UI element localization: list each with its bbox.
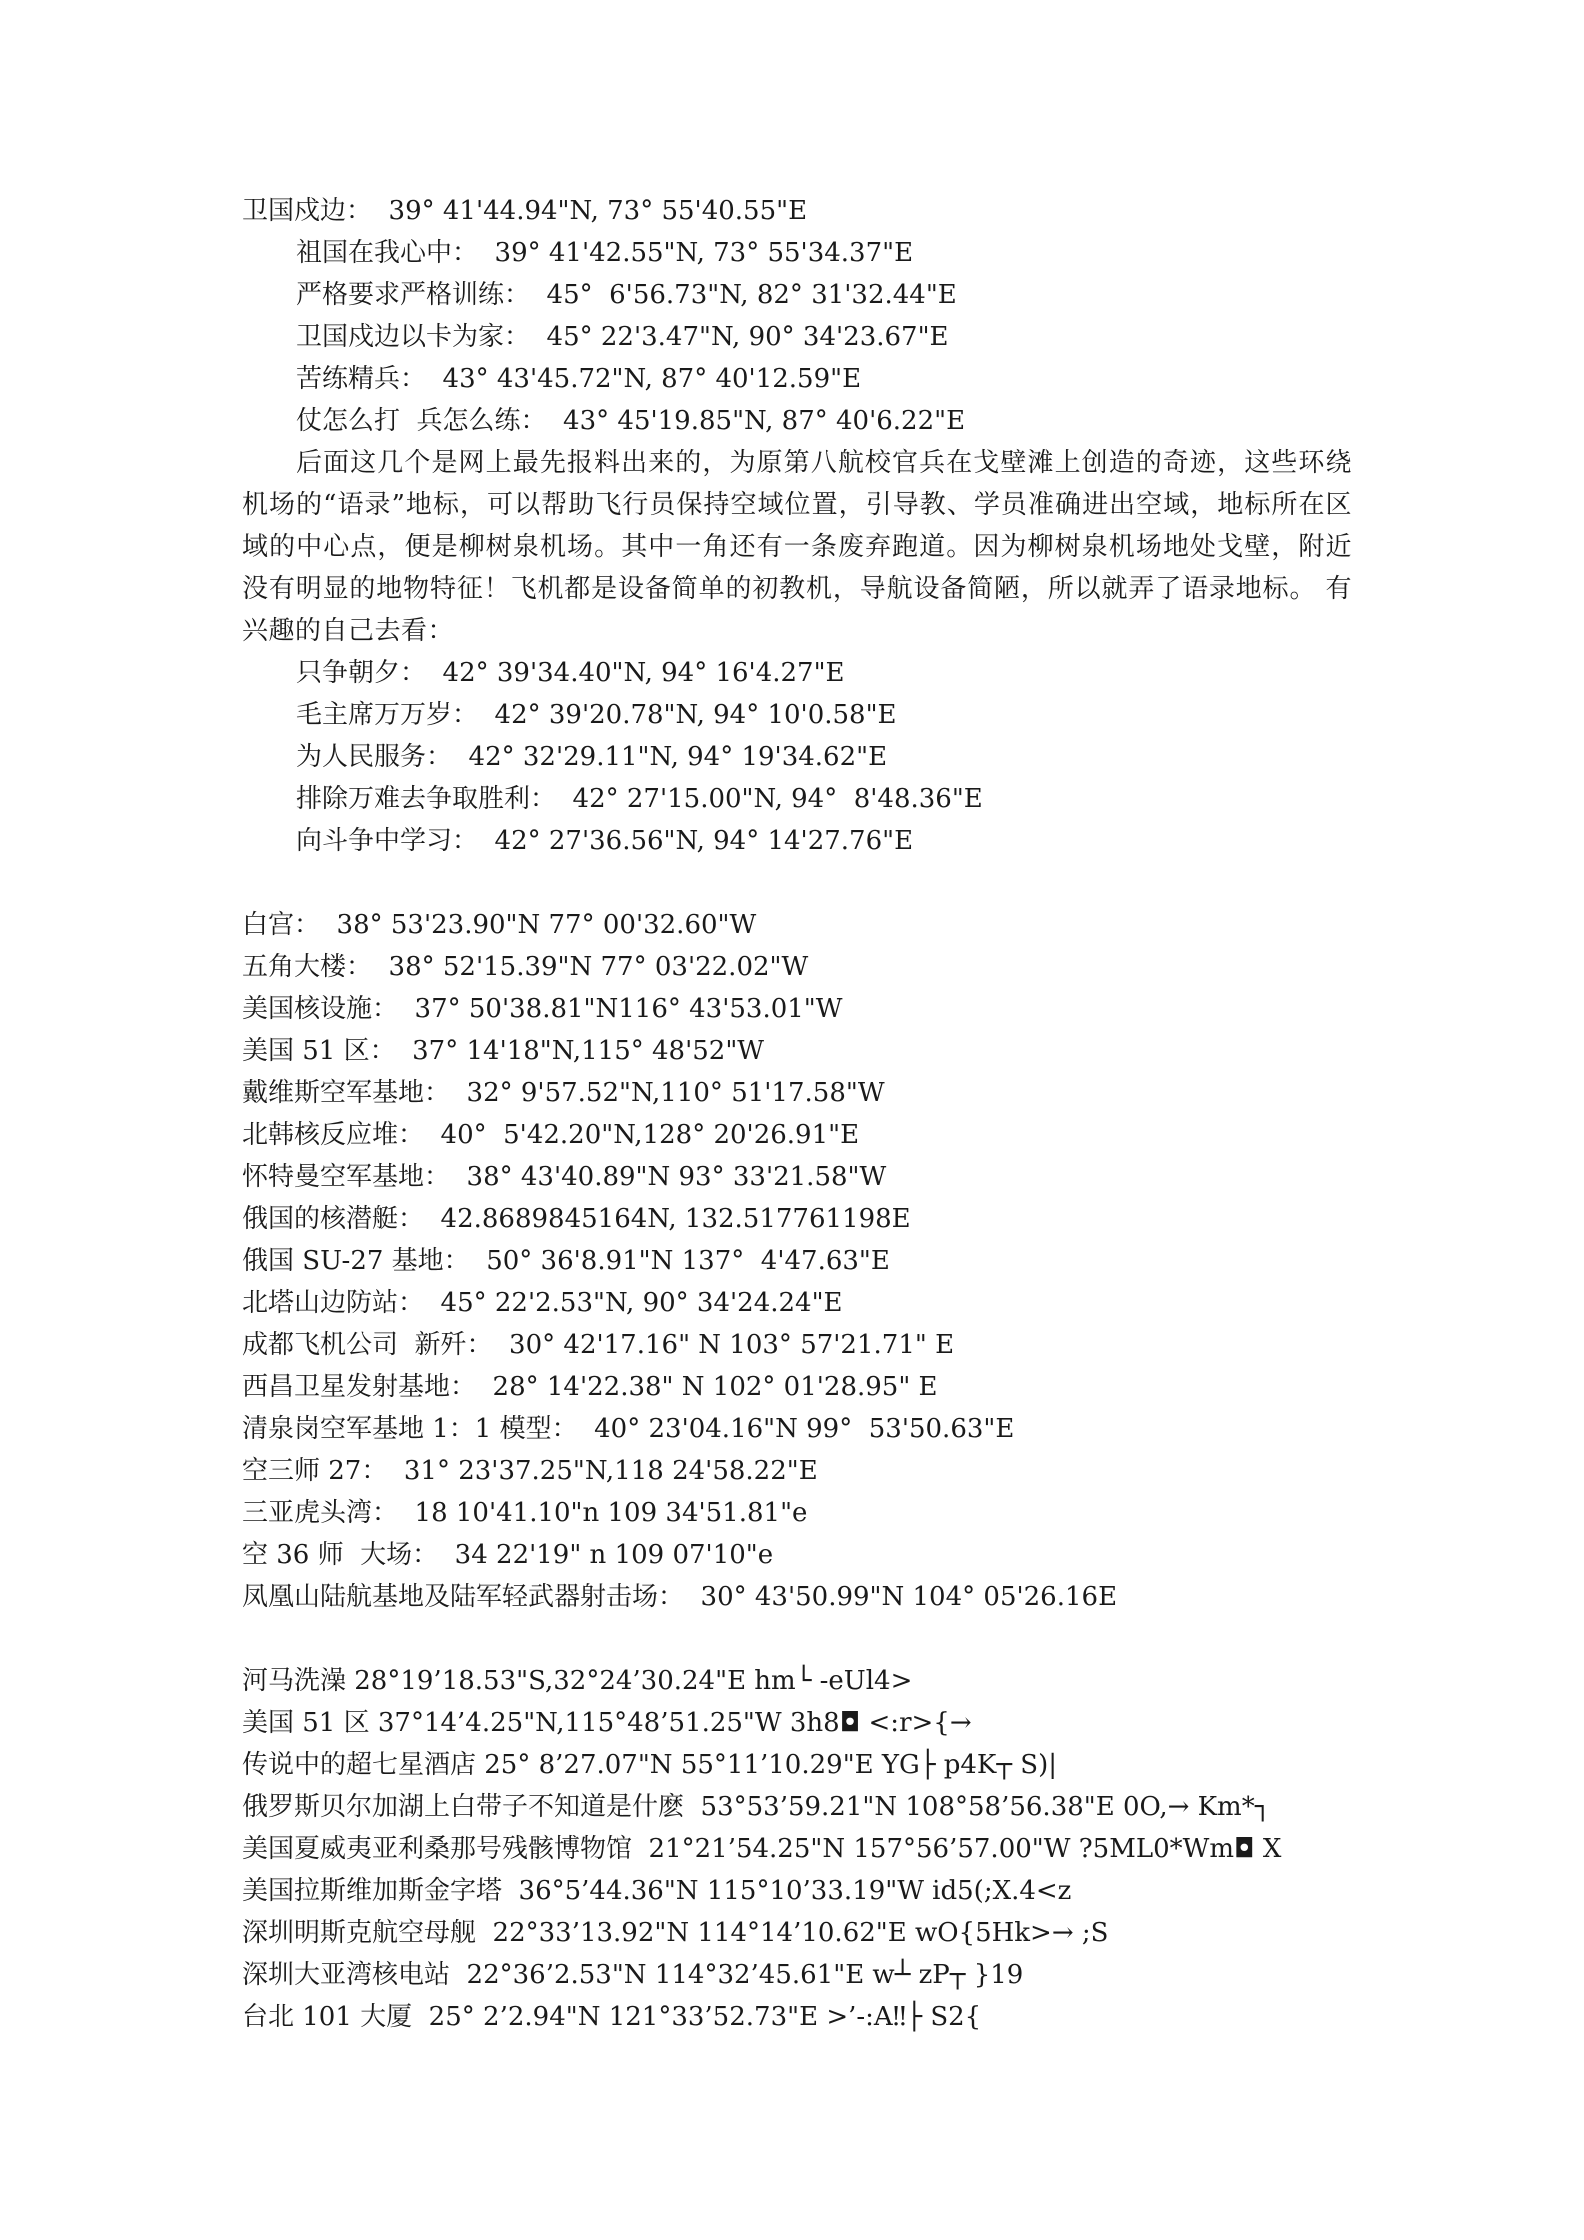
coordinate-line: 台北 101 大厦 25° 2’2.94"N 121°33’52.73"E >’-:A‼├ S2{ — [242, 2002, 982, 2032]
coordinate-line: 向斗争中学习： 42° 27'36.56"N, 94° 14'27.76"E — [296, 826, 914, 856]
coordinate-line: 空 36 师 大场： 34 22'19" n 109 07'10"e — [242, 1540, 774, 1570]
coordinate-line: 三亚虎头湾： 18 10'41.10"n 109 34'51.81"e — [242, 1498, 808, 1528]
coordinate-line: 俄国的核潜艇： 42.8689845164N, 132.517761198E — [242, 1204, 911, 1234]
section-spacer — [242, 862, 1352, 904]
coordinate-line: 美国 51 区 37°14’4.25"N,115°48’51.25"W 3h8◘ <:r>{→ — [242, 1708, 972, 1738]
coordinate-line: 俄罗斯贝尔加湖上白带子不知道是什麽 53°53’59.21"N 108°58’56.38"E 0O,→ Km*┐ — [242, 1792, 1271, 1822]
document-body — [242, 190, 1352, 2038]
coordinate-line: 北韩核反应堆： 40° 5'42.20"N,128° 20'26.91"E — [242, 1120, 860, 1150]
coordinate-line: 美国 51 区： 37° 14'18"N,115° 48'52"W — [242, 1036, 765, 1066]
coordinate-line: 苦练精兵： 43° 43'45.72"N, 87° 40'12.59"E — [296, 364, 862, 394]
coordinate-line: 毛主席万万岁： 42° 39'20.78"N, 94° 10'0.58"E — [296, 700, 897, 730]
coordinate-line: 传说中的超七星酒店 25° 8’27.07"N 55°11’10.29"E YG├ p4K┬ S)| — [242, 1750, 1057, 1780]
coordinate-line: 深圳大亚湾核电站 22°36’2.53"N 114°32’45.61"E w┴ zP┬ }19 — [242, 1960, 1024, 1990]
coordinate-line: 北塔山边防站： 45° 22'2.53"N, 90° 34'24.24"E — [242, 1288, 843, 1318]
section-spacer — [242, 1618, 1352, 1660]
coordinate-line: 凤凰山陆航基地及陆军轻武器射击场： 30° 43'50.99"N 104° 05'26.16E — [242, 1582, 1118, 1612]
coordinate-line: 深圳明斯克航空母舰 22°33’13.92"N 114°14’10.62"E wO{5Hk>→ ;S — [242, 1918, 1109, 1948]
coordinate-line: 怀特曼空军基地： 38° 43'40.89"N 93° 33'21.58"W — [242, 1162, 887, 1192]
coordinate-line: 五角大楼： 38° 52'15.39"N 77° 03'22.02"W — [242, 952, 809, 982]
explanation-paragraph: 后面这几个是网上最先报料出来的，为原第八航校官兵在戈壁滩上创造的奇迹，这些环绕机场的“语录”地标，可以帮助飞行员保持空域位置，引导教、学员准确进出空域，地标所在区域的中心点，便是柳树泉机场。其中一角还有一条废弃跑道。因为柳树泉机场地处戈壁，附近没有明显的地物特征！飞机都是设备简单的初教机，导航设备简陋，所以就弄了语录地标。 有兴趣的自己去看： — [242, 448, 1352, 646]
coordinate-line: 为人民服务： 42° 32'29.11"N, 94° 19'34.62"E — [296, 742, 888, 772]
coordinate-line: 美国夏威夷亚利桑那号残骸博物馆 21°21’54.25"N 157°56’57.00"W ?5ML0*Wm◘ X — [242, 1834, 1282, 1864]
heading-line: 卫国戍边： 39° 41'44.94"N, 73° 55'40.55"E — [242, 196, 808, 226]
coordinate-line: 祖国在我心中： 39° 41'42.55"N, 73° 55'34.37"E — [296, 238, 914, 268]
coordinate-line: 白宫： 38° 53'23.90"N 77° 00'32.60"W — [242, 910, 757, 940]
coordinate-line: 卫国戍边以卡为家： 45° 22'3.47"N, 90° 34'23.67"E — [296, 322, 949, 352]
coordinate-line: 美国拉斯维加斯金字塔 36°5’44.36"N 115°10’33.19"W id5(;X.4<z — [242, 1876, 1072, 1906]
coordinate-line: 成都飞机公司 新歼： 30° 42'17.16" N 103° 57'21.71" E — [242, 1330, 955, 1360]
coordinate-line: 河马洗澡 28°19’18.53"S,32°24’30.24"E hm└ -eUl4> — [242, 1666, 913, 1696]
coordinate-line: 俄国 SU-27 基地： 50° 36'8.91"N 137° 4'47.63"E — [242, 1246, 890, 1276]
coordinate-line: 空三师 27： 31° 23'37.25"N,118 24'58.22"E — [242, 1456, 818, 1486]
coordinate-line: 美国核设施： 37° 50'38.81"N116° 43'53.01"W — [242, 994, 843, 1024]
coordinate-line: 只争朝夕： 42° 39'34.40"N, 94° 16'4.27"E — [296, 658, 845, 688]
coordinate-line: 清泉岗空军基地 1：1 模型： 40° 23'04.16"N 99° 53'50.63"E — [242, 1414, 1015, 1444]
coordinate-line: 排除万难去争取胜利： 42° 27'15.00"N, 94° 8'48.36"E — [296, 784, 983, 814]
coordinate-line: 戴维斯空军基地： 32° 9'57.52"N,110° 51'17.58"W — [242, 1078, 885, 1108]
coordinate-line: 西昌卫星发射基地： 28° 14'22.38" N 102° 01'28.95" E — [242, 1372, 938, 1402]
coordinate-line: 严格要求严格训练： 45° 6'56.73"N, 82° 31'32.44"E — [296, 280, 957, 310]
coordinate-line: 仗怎么打 兵怎么练： 43° 45'19.85"N, 87° 40'6.22"E — [296, 406, 966, 436]
